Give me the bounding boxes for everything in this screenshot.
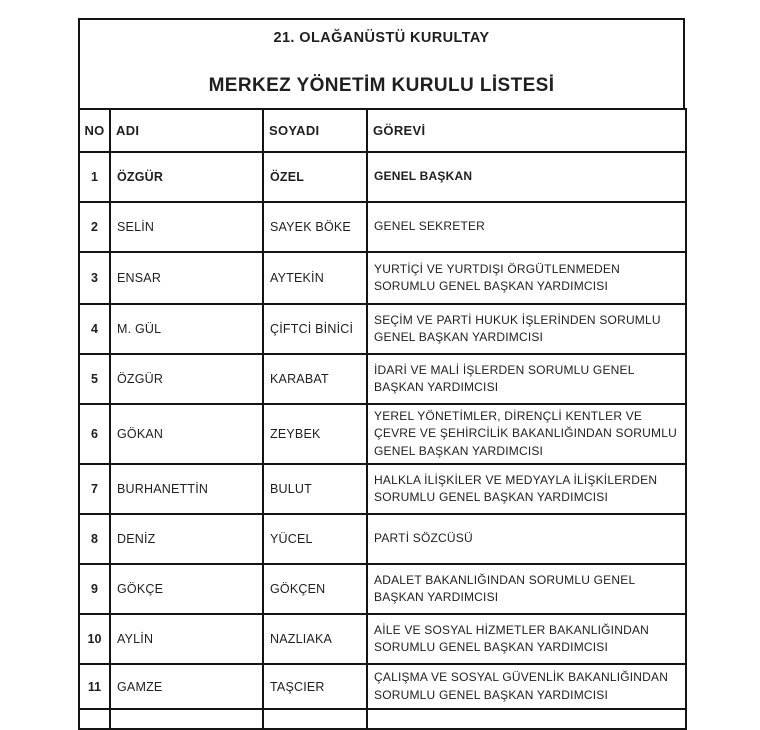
cell-gorevi: İDARİ VE MALİ İŞLERDEN SORUMLU GENEL BAŞKAN YARDIMCISI [367, 354, 686, 404]
table-row [79, 614, 686, 664]
cell-soyadi: GÖKÇEN [263, 564, 367, 614]
cell-gorevi: GENEL SEKRETER [367, 202, 686, 252]
cell-adi: ENSAR [110, 252, 263, 304]
cell-adi: M. GÜL [110, 304, 263, 354]
congress-title: 21. OLAĞANÜSTÜ KURULTAY [273, 30, 490, 46]
cell-gorevi: HALKLA İLİŞKİLER VE MEDYAYLA İLİŞKİLERDEN SORUMLU GENEL BAŞKAN YARDIMCISI [367, 464, 686, 514]
cell-no: 4 [79, 304, 110, 354]
cell-adi: GÖKAN [110, 404, 263, 464]
cell-soyadi: ÖZEL [263, 152, 367, 202]
document-page [78, 18, 685, 730]
cell-no: 3 [79, 252, 110, 304]
cell-no: 8 [79, 514, 110, 564]
cell-gorevi: AİLE VE SOSYAL HİZMETLER BAKANLIĞINDAN SORUMLU GENEL BAŞKAN YARDIMCISI [367, 614, 686, 664]
table-row [79, 354, 686, 404]
cell-no: 5 [79, 354, 110, 404]
list-title: MERKEZ YÖNETİM KURULU LİSTESİ [208, 75, 555, 96]
table-row [79, 252, 686, 304]
table-row [79, 152, 686, 202]
cell-no: 6 [79, 404, 110, 464]
document-header [78, 18, 685, 110]
col-header-no: NO [79, 109, 110, 152]
cell-no: 1 [79, 152, 110, 202]
cell-no: 11 [79, 664, 110, 709]
col-header-adi: ADI [110, 109, 263, 152]
table-row [79, 514, 686, 564]
cell-gorevi: GENEL BAŞKAN [367, 152, 686, 202]
cell-no: 10 [79, 614, 110, 664]
cell-soyadi: KARABAT [263, 354, 367, 404]
cell-gorevi: ÇALIŞMA VE SOSYAL GÜVENLİK BAKANLIĞINDAN SORUMLU GENEL BAŞKAN YARDIMCISI [367, 664, 686, 709]
cell-adi: GÖKÇE [110, 564, 263, 614]
cell-adi: SELİN [110, 202, 263, 252]
cell-adi: BURHANETTİN [110, 464, 263, 514]
board-member-table [78, 108, 687, 730]
cell-no: 7 [79, 464, 110, 514]
cell-soyadi: AYTEKİN [263, 252, 367, 304]
cell-gorevi: PARTİ SÖZCÜSÜ [367, 514, 686, 564]
cell-gorevi: SEÇİM VE PARTİ HUKUK İŞLERİNDEN SORUMLU GENEL BAŞKAN YARDIMCISI [367, 304, 686, 354]
table-row [79, 564, 686, 614]
cell-soyadi: NAZLIAKA [263, 614, 367, 664]
cell-soyadi: ÇİFTCİ BİNİCİ [263, 304, 367, 354]
cell-soyadi: BULUT [263, 464, 367, 514]
table-row-partial [79, 709, 686, 729]
col-header-gorevi: GÖREVİ [367, 109, 686, 152]
cell-soyadi: TAŞCIER [263, 664, 367, 709]
table-row [79, 664, 686, 709]
cell-adi: GAMZE [110, 664, 263, 709]
cell-gorevi: YEREL YÖNETİMLER, DİRENÇLİ KENTLER VE ÇEVRE VE ŞEHİRCİLİK BAKANLIĞINDAN SORUMLU GENEL BAŞKAN YARDIMCISI [367, 404, 686, 464]
cell-gorevi: ADALET BAKANLIĞINDAN SORUMLU GENEL BAŞKAN YARDIMCISI [367, 564, 686, 614]
cell-adi: DENİZ [110, 514, 263, 564]
cell-soyadi: SAYEK BÖKE [263, 202, 367, 252]
table-row [79, 202, 686, 252]
cell-soyadi: YÜCEL [263, 514, 367, 564]
cell-adi: AYLİN [110, 614, 263, 664]
table-row [79, 404, 686, 464]
cell-adi: ÖZGÜR [110, 152, 263, 202]
col-header-soyadi: SOYADI [263, 109, 367, 152]
cell-gorevi: YURTİÇİ VE YURTDIŞI ÖRGÜTLENMEDEN SORUMLU GENEL BAŞKAN YARDIMCISI [367, 252, 686, 304]
table-row [79, 304, 686, 354]
table-row [79, 464, 686, 514]
cell-no: 9 [79, 564, 110, 614]
cell-soyadi: ZEYBEK [263, 404, 367, 464]
table-header-row [79, 109, 686, 152]
cell-no: 2 [79, 202, 110, 252]
cell-adi: ÖZGÜR [110, 354, 263, 404]
